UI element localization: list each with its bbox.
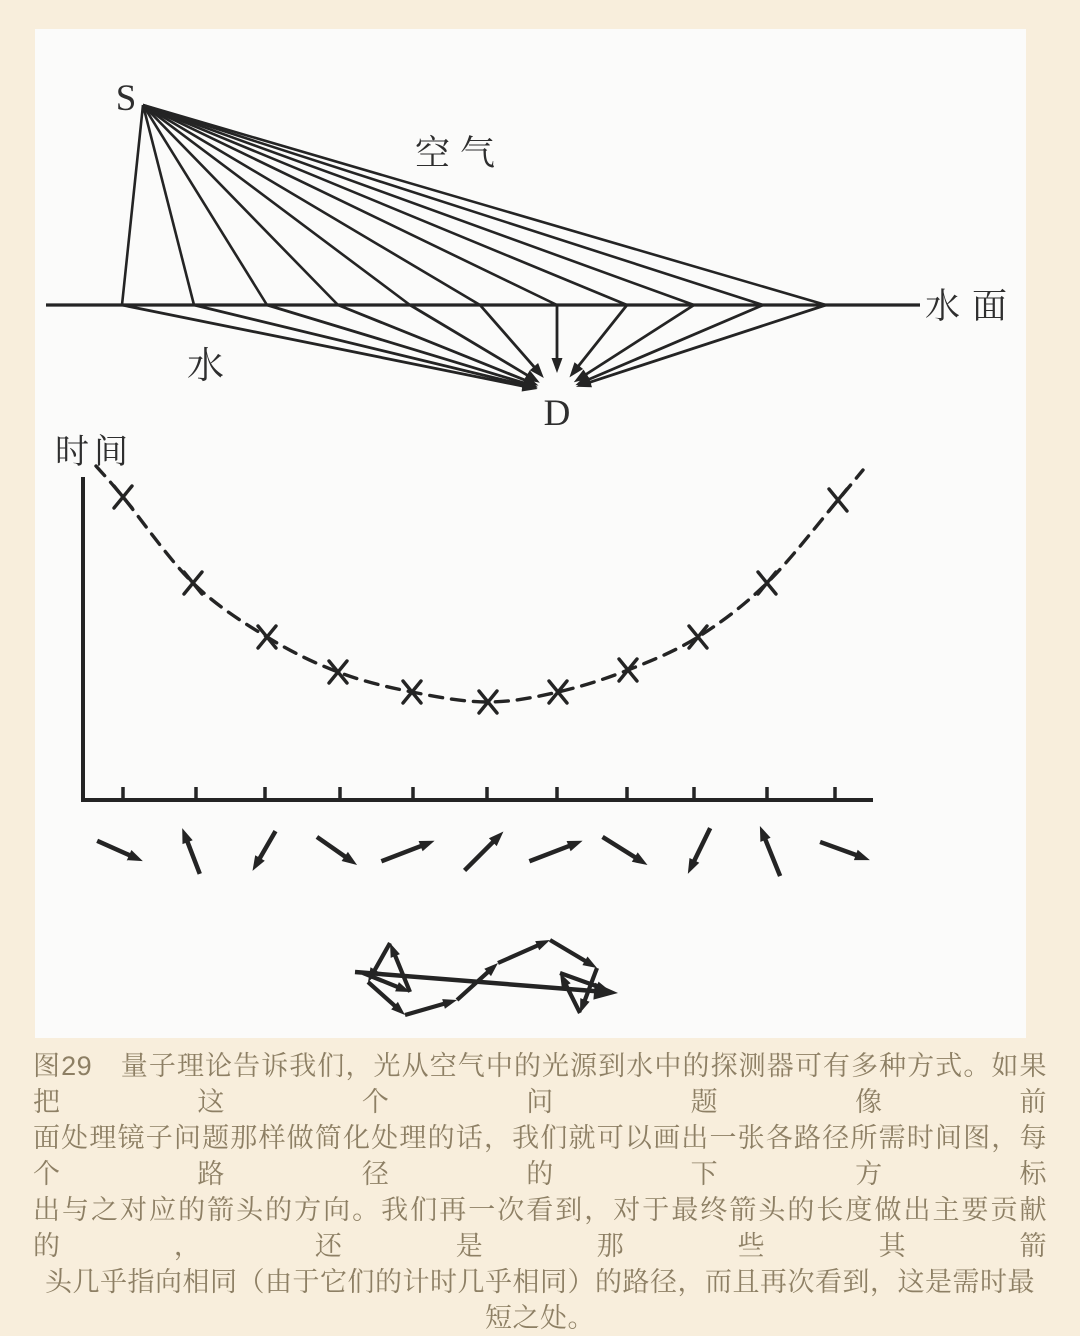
sum-arrow-head bbox=[595, 982, 610, 991]
caption-line: 面处理镜子问题那样做简化处理的话，我们就可以画出一张各路径所需时间图，每个路径的下方标 bbox=[33, 1123, 1047, 1189]
ray-water-shaft bbox=[267, 305, 524, 383]
ray-air bbox=[143, 105, 194, 305]
direction-arrow-row bbox=[97, 826, 870, 876]
direction-arrow-head bbox=[854, 850, 870, 860]
ray-air bbox=[143, 105, 410, 305]
direction-arrow-shaft bbox=[465, 841, 494, 870]
direction-arrow-head bbox=[127, 850, 143, 861]
ray-water-shaft bbox=[578, 305, 627, 366]
sum-arrow-shaft bbox=[550, 940, 586, 961]
direction-arrow-shaft bbox=[260, 831, 276, 859]
time-chart bbox=[81, 466, 873, 802]
caption-line: 出与之对应的箭头的方向。我们再一次看到，对于最终箭头的长度做出主要贡献的，还是那些其箭 bbox=[33, 1195, 1047, 1261]
ray-air bbox=[122, 105, 143, 305]
figure-caption bbox=[33, 1048, 1047, 1336]
direction-arrow-shaft bbox=[317, 837, 346, 857]
ray-water-shaft bbox=[122, 305, 524, 386]
direction-arrow-head bbox=[760, 826, 771, 842]
direction-arrow-shaft bbox=[187, 841, 200, 874]
caption-line: 图29 量子理论告诉我们，光从空气中的光源到水中的探测器可有多种方式。如果把这个问题像前 bbox=[33, 1051, 1047, 1117]
source-label: S bbox=[115, 78, 137, 119]
ray-water-shaft bbox=[589, 305, 826, 382]
ray-water-shaft bbox=[480, 305, 535, 367]
direction-arrow-shaft bbox=[603, 837, 636, 858]
caption-line: 头几乎指向相同（由于它们的计时几乎相同）的路径，而且再次看到，这是需时最短之处。 bbox=[45, 1267, 1035, 1333]
air-label: 空气 bbox=[415, 134, 506, 173]
direction-arrow-shaft bbox=[820, 842, 857, 855]
sum-arrow-shaft bbox=[498, 945, 538, 963]
direction-arrow-head bbox=[419, 841, 435, 852]
direction-arrow-shaft bbox=[97, 841, 130, 856]
water-label: 水 bbox=[187, 346, 224, 387]
direction-arrow-shaft bbox=[765, 839, 780, 876]
ray-air bbox=[143, 105, 627, 305]
direction-arrow-shaft bbox=[381, 846, 421, 861]
direction-arrow-head bbox=[253, 855, 265, 871]
sum-arrow-shaft bbox=[457, 972, 488, 1000]
sum-arrow-head bbox=[580, 998, 590, 1013]
time-axis-label: 时间 bbox=[55, 434, 133, 471]
surface-label: 水面 bbox=[925, 287, 1020, 326]
ray-water-shaft bbox=[586, 305, 694, 375]
sum-arrow-head bbox=[442, 999, 457, 1009]
sum-arrow-head bbox=[390, 943, 400, 958]
direction-arrow-shaft bbox=[529, 846, 569, 861]
sum-arrow-shaft bbox=[405, 1004, 445, 1015]
time-curve-dashed bbox=[96, 466, 863, 702]
direction-arrow-head bbox=[688, 858, 699, 874]
direction-arrow-head bbox=[567, 841, 583, 852]
sum-arrow-shaft bbox=[374, 943, 390, 971]
arrow-sum-diagram bbox=[355, 940, 618, 1015]
ray-water-head bbox=[552, 358, 563, 373]
direction-arrow-head bbox=[182, 828, 192, 844]
direction-arrow-shaft bbox=[694, 828, 710, 861]
ray-air bbox=[143, 105, 338, 305]
detector-label: D bbox=[543, 393, 571, 434]
sum-arrow-head bbox=[535, 940, 550, 950]
